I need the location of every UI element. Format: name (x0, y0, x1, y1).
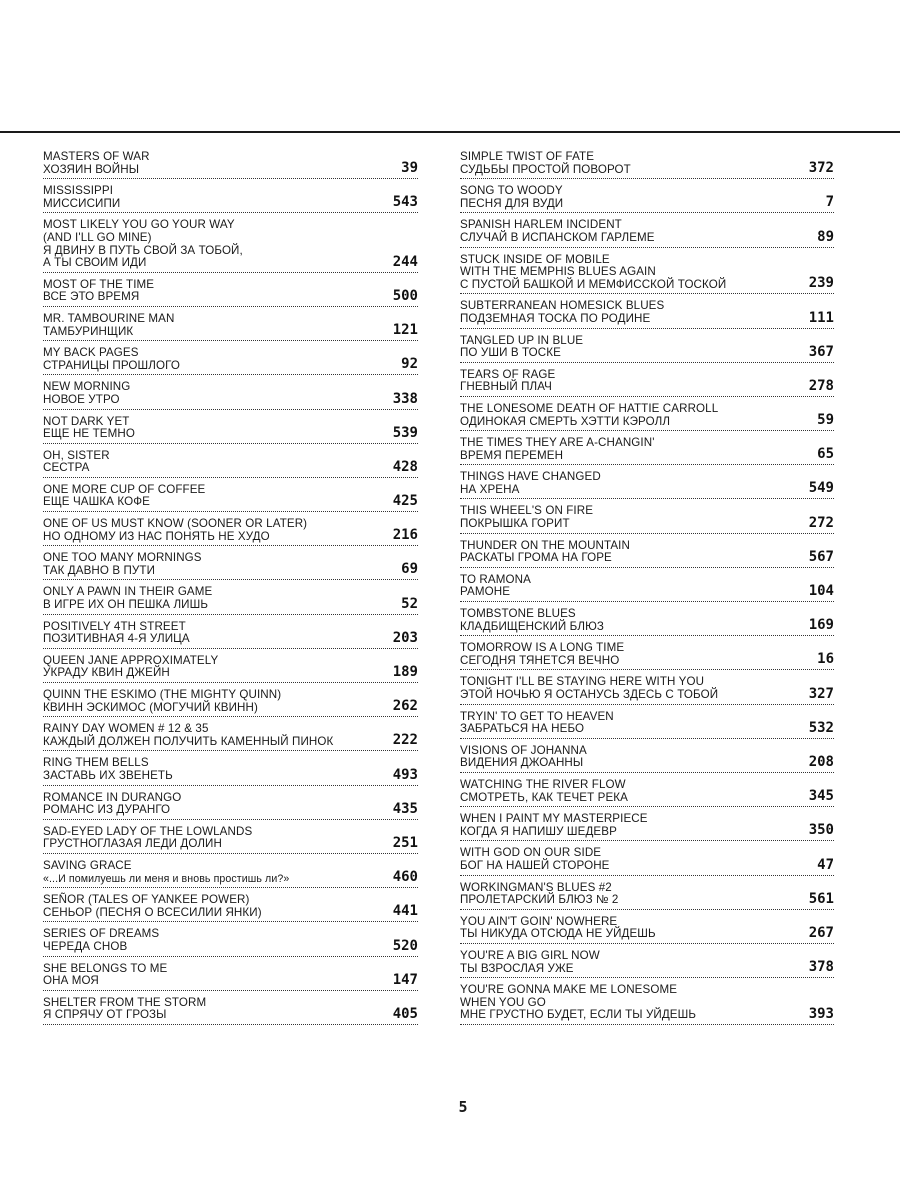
song-title: THUNDER ON THE MOUNTAIN (460, 538, 630, 552)
entry-page-number: 216 (392, 527, 418, 544)
index-entry (43, 517, 418, 546)
song-title: QUEEN JANE APPROXIMATELY (43, 653, 219, 667)
index-entry (43, 218, 418, 272)
index-entry (43, 449, 418, 478)
song-title: YOU AIN'T GOIN' NOWHERE (460, 914, 618, 928)
index-entry (43, 893, 418, 922)
song-title: POSITIVELY 4TH STREET (43, 619, 186, 633)
entry-page-number: 441 (392, 903, 418, 920)
entry-page-number: 203 (392, 629, 418, 646)
index-entry (460, 436, 834, 465)
index-entry (460, 641, 834, 670)
song-title: QUINN THE ESKIMO (THE MIGHTY QUINN) (43, 688, 282, 701)
index-entry (460, 915, 834, 944)
song-title: WATCHING THE RIVER FLOW (460, 777, 626, 791)
index-entry (43, 620, 418, 649)
index-entry (460, 949, 834, 978)
song-title-line: КАЖДЫЙ ДОЛЖЕН ПОЛУЧИТЬ КАМЕННЫЙ ПИНОК (43, 734, 334, 748)
index-entry (460, 539, 834, 568)
index-entry (460, 881, 834, 910)
entry-page-number: 39 (401, 160, 418, 177)
index-entry (460, 607, 834, 636)
song-title-line: ПОЗИТИВНАЯ 4-Я УЛИЦА (43, 632, 190, 646)
song-title: TEARS OF RAGE (460, 367, 556, 381)
index-entry (460, 675, 834, 704)
entry-page-number: 272 (808, 514, 834, 531)
entry-page-number: 92 (401, 356, 418, 373)
entry-page-number: 500 (392, 287, 418, 304)
song-title-line: МИССИСИПИ (43, 196, 121, 210)
song-title: TANGLED UP IN BLUE (460, 333, 584, 347)
song-title: SHE BELONGS TO ME (43, 961, 168, 975)
index-entry (460, 184, 834, 213)
song-title-line: РАМОНЕ (460, 585, 511, 599)
index-entry (43, 927, 418, 956)
index-entry (460, 812, 834, 841)
song-title-line: ЧЕРЕДА СНОВ (43, 939, 128, 953)
song-title-line: НА ХРЕНА (460, 482, 520, 496)
song-title-line: ВСЕ ЭТО ВРЕМЯ (43, 290, 140, 304)
index-entry (460, 150, 834, 179)
song-title: SHELTER FROM THE STORM (43, 995, 207, 1009)
song-title-line: СЕСТРА (43, 461, 90, 475)
song-title-line: «...И помилуешь ли меня и вновь простишь ли?» (43, 872, 290, 885)
entry-page-number: 539 (392, 424, 418, 441)
entry-page-number: 7 (825, 194, 834, 211)
entry-page-number: 405 (392, 1005, 418, 1022)
song-title-line: УКРАДУ КВИН ДЖЕЙН (43, 666, 170, 680)
song-title: YOU'RE A BIG GIRL NOW (460, 948, 600, 962)
index-column-right (460, 150, 834, 1030)
song-title-line: ПОКРЫШКА ГОРИТ (460, 517, 570, 531)
index-entry (43, 483, 418, 512)
song-title: WITH GOD ON OUR SIDE (460, 846, 602, 860)
index-column-left (43, 150, 418, 1030)
index-entry (43, 415, 418, 444)
song-title-line: СЛУЧАЙ В ИСПАНСКОМ ГАРЛЕМЕ (460, 230, 655, 244)
song-title-line: НОВОЕ УТРО (43, 392, 120, 406)
song-title-line: ОДИНОКАЯ СМЕРТЬ ХЭТТИ КЭРОЛЛ (460, 414, 671, 428)
song-title-line: БОГ НА НАШЕЙ СТОРОНЕ (460, 858, 610, 872)
song-title: ONE MORE CUP OF COFFEE (43, 482, 206, 496)
entry-page-number: 549 (808, 480, 834, 497)
index-entry (43, 585, 418, 614)
index-entry (460, 368, 834, 397)
song-title: TOMORROW IS A LONG TIME (460, 641, 625, 655)
song-title: MY BACK PAGES (43, 346, 139, 360)
song-title-line: СТРАНИЦЫ ПРОШЛОГО (43, 358, 180, 372)
entry-page-number: 327 (808, 685, 834, 702)
song-title-line: С ПУСТОЙ БАШКОЙ И МЕМФИССКОЙ ТОСКОЙ (460, 277, 727, 291)
song-title-line: СЕНЬОР (ПЕСНЯ О ВСЕСИЛИИ ЯНКИ) (43, 905, 262, 919)
index-entry (460, 253, 834, 295)
song-title-line: ЕЩЕ ЧАШКА КОФЕ (43, 495, 150, 509)
entry-page-number: 372 (808, 160, 834, 177)
entry-page-number: 278 (808, 377, 834, 394)
song-title: ROMANCE IN DURANGO (43, 790, 182, 804)
song-title: STUCK INSIDE OF MOBILE (460, 252, 610, 266)
index-entry (460, 778, 834, 807)
index-entry (43, 551, 418, 580)
entry-page-number: 345 (808, 788, 834, 805)
entry-page-number: 251 (392, 834, 418, 851)
entry-page-number: 561 (808, 890, 834, 907)
song-title-line: ЗАСТАВЬ ИХ ЗВЕНЕТЬ (43, 768, 173, 782)
song-title-line: ПОДЗЕМНАЯ ТОСКА ПО РОДИНЕ (460, 311, 651, 325)
song-title: THE TIMES THEY ARE A-CHANGIN' (460, 436, 655, 450)
page-number: 5 (458, 1098, 468, 1116)
song-title: SONG TO WOODY (460, 184, 563, 198)
entry-page-number: 267 (808, 924, 834, 941)
song-title-line: КЛАДБИЩЕНСКИЙ БЛЮЗ (460, 619, 604, 633)
index-entry (43, 380, 418, 409)
song-title: SPANISH HARLEM INCIDENT (460, 218, 622, 232)
entry-page-number: 65 (817, 446, 834, 463)
entry-page-number: 208 (808, 753, 834, 770)
song-title-line: ХОЗЯИН ВОЙНЫ (43, 162, 140, 176)
entry-page-number: 189 (392, 664, 418, 680)
index-entry (43, 150, 418, 179)
song-title-line: МНЕ ГРУСТНО БУДЕТ, ЕСЛИ ТЫ УЙДЕШЬ (460, 1008, 697, 1022)
index-entry (460, 744, 834, 773)
entry-page-number: 69 (401, 561, 418, 578)
song-title-line: СЕГОДНЯ ТЯНЕТСЯ ВЕЧНО (460, 653, 620, 667)
index-entry (460, 710, 834, 739)
song-title: TOMBSTONE BLUES (460, 607, 576, 621)
song-title: MR. TAMBOURINE MAN (43, 311, 175, 325)
song-title: MOST LIKELY YOU GO YOUR WAY (43, 218, 235, 232)
entry-page-number: 378 (808, 959, 834, 976)
song-title: OH, SISTER (43, 448, 110, 462)
song-title-line: СУДЬБЫ ПРОСТОЙ ПОВОРОТ (460, 162, 631, 176)
entry-page-number: 435 (392, 800, 418, 817)
entry-page-number: 262 (392, 698, 418, 715)
index-entry (460, 299, 834, 328)
entry-page-number: 460 (392, 869, 418, 886)
entry-page-number: 425 (392, 493, 418, 510)
song-title: THIS WHEEL'S ON FIRE (460, 504, 594, 518)
index-entry (43, 825, 418, 854)
song-title-line: ОНА МОЯ (43, 974, 99, 988)
entry-page-number: 367 (808, 343, 834, 360)
song-title-line: ГНЕВНЫЙ ПЛАЧ (460, 380, 553, 394)
entry-page-number: 338 (392, 390, 418, 407)
song-title-line: НО ОДНОМУ ИЗ НАС ПОНЯТЬ НЕ ХУДО (43, 529, 270, 543)
song-title: MASTERS OF WAR (43, 150, 150, 163)
song-title: ONE TOO MANY MORNINGS (43, 551, 202, 565)
song-title-line: ГРУСТНОГЛАЗАЯ ЛЕДИ ДОЛИН (43, 837, 222, 851)
song-title: NEW MORNING (43, 380, 131, 394)
entry-page-number: 16 (817, 651, 834, 668)
index-entry (460, 504, 834, 533)
entry-page-number: 520 (392, 937, 418, 954)
song-title: ONLY A PAWN IN THEIR GAME (43, 585, 213, 599)
entry-page-number: 59 (817, 412, 834, 429)
song-title: TO RAMONA (460, 572, 531, 586)
index-entry (43, 722, 418, 751)
song-title: MOST OF THE TIME (43, 277, 155, 291)
entry-page-number: 393 (808, 1005, 834, 1022)
song-title: SAVING GRACE (43, 858, 132, 872)
song-title-line: WITH THE MEMPHIS BLUES AGAIN (460, 265, 656, 279)
song-title-line: РАСКАТЫ ГРОМА НА ГОРЕ (460, 551, 612, 565)
index-entry (43, 346, 418, 375)
song-title-line: ЗАБРАТЬСЯ НА НЕБО (460, 722, 585, 736)
song-title: SERIES OF DREAMS (43, 927, 160, 941)
song-title-line: ТАМБУРИНЩИК (43, 324, 134, 338)
song-title-line: А ТЫ СВОИМ ИДИ (43, 256, 147, 270)
song-title-line: ПО УШИ В ТОСКЕ (460, 346, 561, 360)
song-title-line: Я ДВИНУ В ПУТЬ СВОЙ ЗА ТОБОЙ, (43, 243, 243, 257)
song-title: SIMPLE TWIST OF FATE (460, 150, 595, 163)
index-entry (43, 312, 418, 341)
entry-page-number: 350 (808, 822, 834, 839)
index-entry (460, 334, 834, 363)
entry-page-number: 428 (392, 458, 418, 475)
song-title: TRYIN' TO GET TO HEAVEN (460, 709, 614, 723)
song-title-line: КВИНН ЭСКИМОС (МОГУЧИЙ КВИНН) (43, 700, 258, 714)
song-title: RING THEM BELLS (43, 756, 149, 770)
index-entry (43, 996, 418, 1025)
entry-page-number: 244 (392, 253, 418, 270)
song-title-line: ВРЕМЯ ПЕРЕМЕН (460, 448, 564, 462)
song-title: TONIGHT I'LL BE STAYING HERE WITH YOU (460, 675, 705, 689)
entry-page-number: 169 (808, 617, 834, 634)
index-entry (43, 962, 418, 991)
song-title-line: ПЕСНЯ ДЛЯ ВУДИ (460, 196, 564, 210)
index-entry (43, 184, 418, 213)
song-title: MISSISSIPPI (43, 184, 114, 198)
song-title: WORKINGMAN'S BLUES #2 (460, 880, 612, 894)
song-title: NOT DARK YET (43, 414, 130, 428)
entry-page-number: 121 (392, 322, 418, 339)
song-title-line: ПРОЛЕТАРСКИЙ БЛЮЗ № 2 (460, 893, 619, 907)
song-title: VISIONS OF JOHANNA (460, 743, 587, 757)
song-title: THE LONESOME DEATH OF HATTIE CARROLL (460, 401, 719, 415)
entry-page-number: 239 (808, 275, 834, 292)
entry-page-number: 52 (401, 595, 418, 612)
song-title-line: (AND I'LL GO MINE) (43, 230, 152, 244)
entry-page-number: 111 (808, 309, 834, 326)
song-title-line: Я СПРЯЧУ ОТ ГРОЗЫ (43, 1008, 167, 1022)
song-title: YOU'RE GONNA MAKE ME LONESOME (460, 983, 678, 997)
song-title-line: WHEN YOU GO (460, 995, 546, 1009)
song-title-line: В ИГРЕ ИХ ОН ПЕШКА ЛИШЬ (43, 598, 209, 612)
index-entry (43, 654, 418, 683)
entry-page-number: 104 (808, 583, 834, 600)
index-entry (43, 688, 418, 717)
index-entry (43, 791, 418, 820)
entry-page-number: 543 (392, 194, 418, 211)
entry-page-number: 222 (392, 732, 418, 749)
index-entry (460, 846, 834, 875)
song-title: THINGS HAVE CHANGED (460, 470, 601, 484)
entry-page-number: 89 (817, 228, 834, 245)
song-title: ONE OF US MUST KNOW (SOONER OR LATER) (43, 517, 308, 531)
index-entry (460, 402, 834, 431)
index-entry (460, 218, 834, 247)
song-title: WHEN I PAINT MY MASTERPIECE (460, 812, 648, 826)
song-title: RAINY DAY WOMEN # 12 & 35 (43, 722, 209, 736)
song-title-line: ЕЩЕ НЕ ТЕМНО (43, 427, 135, 441)
song-title-line: ЭТОЙ НОЧЬЮ Я ОСТАНУСЬ ЗДЕСЬ С ТОБОЙ (460, 688, 719, 701)
index-entry (460, 983, 834, 1025)
header-rule (0, 131, 900, 133)
song-title-line: ТЫ ВЗРОСЛАЯ УЖЕ (460, 961, 574, 975)
entry-page-number: 532 (808, 719, 834, 736)
entry-page-number: 493 (392, 766, 418, 783)
entry-page-number: 147 (392, 971, 418, 988)
index-entry (460, 470, 834, 499)
index-entry (43, 756, 418, 785)
index-entry (43, 278, 418, 307)
song-title-line: РОМАНС ИЗ ДУРАНГО (43, 803, 171, 817)
song-title-line: ТЫ НИКУДА ОТСЮДА НЕ УЙДЕШЬ (460, 927, 656, 941)
song-title: SEÑOR (TALES OF YANKEE POWER) (43, 893, 250, 907)
entry-page-number: 567 (808, 548, 834, 565)
song-title-line: СМОТРЕТЬ, КАК ТЕЧЕТ РЕКА (460, 790, 628, 804)
song-title-line: ВИДЕНИЯ ДЖОАННЫ (460, 756, 584, 770)
song-title-line: ТАК ДАВНО В ПУТИ (43, 563, 156, 577)
index-entry (460, 573, 834, 602)
entry-page-number: 47 (817, 856, 834, 873)
index-entry (43, 859, 418, 888)
song-title-line: КОГДА Я НАПИШУ ШЕДЕВР (460, 824, 617, 838)
song-title: SAD-EYED LADY OF THE LOWLANDS (43, 824, 253, 838)
song-title: SUBTERRANEAN HOMESICK BLUES (460, 299, 665, 313)
